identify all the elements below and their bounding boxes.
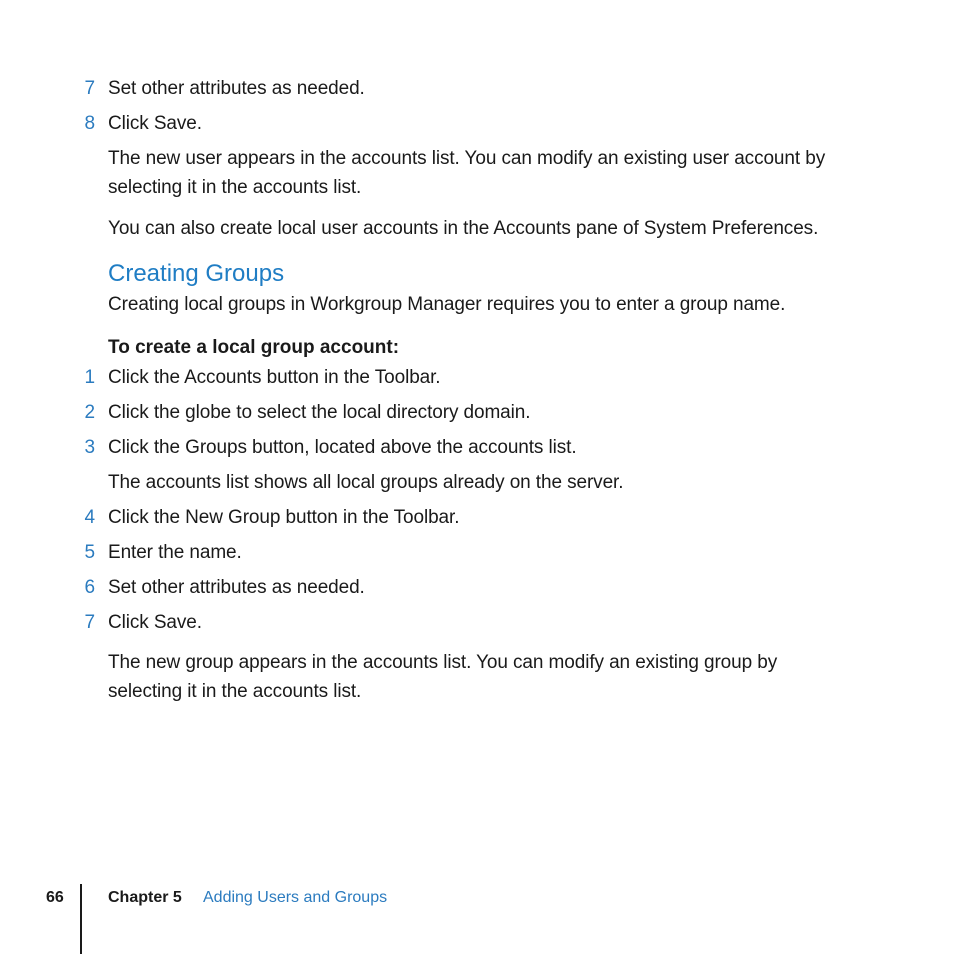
paragraph: You can also create local user accounts in the Accounts pane of System Preferences.	[108, 218, 819, 239]
step-text: Click the Groups button, located above the accounts list.	[108, 437, 577, 458]
step-number: 1	[84, 367, 95, 388]
paragraph: The new user appears in the accounts list. You can modify an existing user account by selecting it in the accounts list.	[108, 148, 826, 198]
step-number: 6	[84, 577, 95, 598]
task-label: To create a local group account:	[108, 337, 400, 358]
step-text: Click the New Group button in the Toolbar.	[108, 507, 460, 528]
step-number: 7	[84, 612, 95, 633]
step-number: 2	[84, 402, 95, 423]
step-text: Click the Accounts button in the Toolbar.	[108, 367, 441, 388]
step-number: 7	[84, 78, 95, 99]
step-number: 8	[84, 113, 95, 134]
step-text: Set other attributes as needed.	[108, 78, 365, 99]
step-number: 3	[84, 437, 95, 458]
section-heading: Creating Groups	[108, 260, 285, 287]
paragraph: The new group appears in the accounts list. You can modify an existing group by selecting it in the accounts list.	[108, 652, 778, 702]
step-text: Click Save.	[108, 113, 202, 134]
footer-divider	[80, 884, 82, 954]
step-note: The accounts list shows all local groups already on the server.	[108, 472, 624, 493]
step-text: Set other attributes as needed.	[108, 577, 365, 598]
page-number: 66	[46, 889, 64, 906]
section-intro: Creating local groups in Workgroup Manager requires you to enter a group name.	[108, 294, 786, 315]
step-text: Click Save.	[108, 612, 202, 633]
step-text: Click the globe to select the local directory domain.	[108, 402, 531, 423]
chapter-label: Chapter 5	[108, 889, 182, 906]
chapter-title: Adding Users and Groups	[203, 889, 388, 906]
step-text: Enter the name.	[108, 542, 242, 563]
step-number: 5	[84, 542, 95, 563]
step-number: 4	[84, 507, 95, 528]
